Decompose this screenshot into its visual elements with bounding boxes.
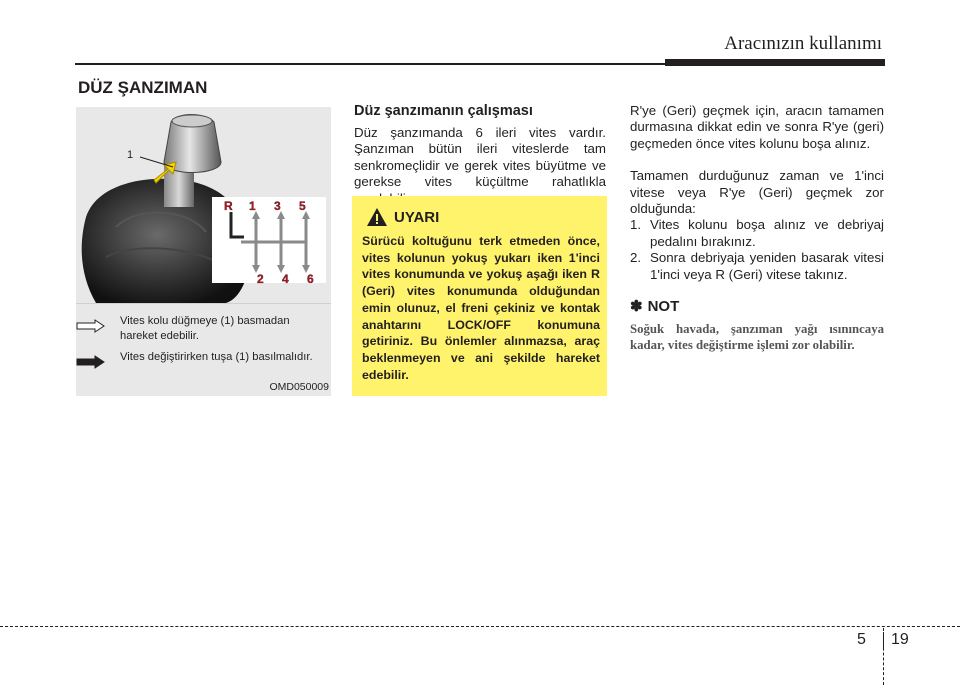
figure-code: OMD050009 — [269, 381, 329, 393]
page-separator — [883, 632, 884, 650]
gear-label-6: 6 — [307, 272, 314, 286]
reverse-steps — [630, 217, 884, 283]
filled-arrow-icon — [76, 355, 106, 369]
legend-text-outline: Vites kolu düğmeye (1) basmadan hareket edebilir. — [120, 315, 290, 342]
reverse-section — [630, 103, 884, 353]
gear-label-3: 3 — [274, 199, 281, 213]
outline-arrow-icon — [76, 319, 106, 333]
note-star-icon: ✽ — [630, 298, 643, 316]
footer-rule — [0, 626, 960, 627]
note-header — [630, 299, 884, 315]
reverse-paragraph-1: R'ye (Geri) geçmek için, aracın tamamen durmasına dikkat edin ve sonra R'ye (geri) geçmeden önce vites kolunu boşa alınız. — [630, 103, 884, 151]
note-title: NOT — [647, 298, 680, 316]
note-body: Soğuk havada, şanzıman yağı ısınıncaya kadar, vites değiştirme işlemi zor olabilir. — [630, 322, 884, 353]
reverse-paragraph-2: Tamamen durduğunuz zaman ve 1'inci vitese veya R'ye (Geri) geçmek zor olduğunda: — [630, 168, 884, 217]
warning-title: UYARI — [394, 208, 440, 226]
operation-body: Düz şanzımanda 6 ileri vites vardır. Şanzıman bütün ileri viteslerde tam senkromeçlidir ve gerek vites büyütme ve gerekse vites küçültme rahatlıkla — [354, 125, 606, 190]
header-rule-bar — [665, 59, 885, 66]
page-number: 19 — [891, 631, 909, 648]
header-title: Aracınızın kullanımı — [724, 33, 882, 54]
gear-label-5: 5 — [299, 199, 306, 213]
gear-label-4: 4 — [282, 272, 289, 286]
callout-label: 1 — [127, 149, 134, 161]
gear-label-1: 1 — [249, 199, 256, 213]
gear-label-r: R — [224, 199, 233, 213]
operation-section — [354, 103, 606, 207]
list-item: 1. Vites kolunu boşa alınız ve debriyaj pedalını bırakınız. — [630, 217, 884, 249]
figure-legend — [76, 303, 331, 396]
warning-box — [352, 196, 607, 396]
list-item: 2. Sonra debriyaja yeniden basarak vitesi 1'inci veya R (Geri) vitese takınız. — [630, 250, 884, 282]
gear-knob-illustration — [76, 107, 331, 303]
operation-heading: Düz şanzımanın çalışması — [354, 103, 533, 119]
gear-label-2: 2 — [257, 272, 264, 286]
page-chapter: 5 — [857, 631, 866, 648]
gear-shift-figure — [76, 107, 331, 396]
header-rule — [75, 63, 665, 65]
section-title: DÜZ ŞANZIMAN — [78, 78, 208, 97]
warning-triangle-icon — [366, 207, 388, 227]
legend-text-filled: Vites değiştirirken tuşa (1) basılmalıdır. — [120, 351, 313, 363]
warning-body: Sürücü koltuğunu terk etmeden önce, vites kolunun yokuş yukarı iken 1'inci vites konumunda ve yokuş aşağı iken R (Geri) vites konumunda olduğundan emin olunuz, el freni çekiniz ve kontak anahtarını LOCK/OFF konumuna getiriniz. Bu önlemler alınmazsa, araç beklenmeyen ve ani şekilde hareket edebilir. — [362, 234, 600, 382]
warning-header — [366, 207, 439, 227]
